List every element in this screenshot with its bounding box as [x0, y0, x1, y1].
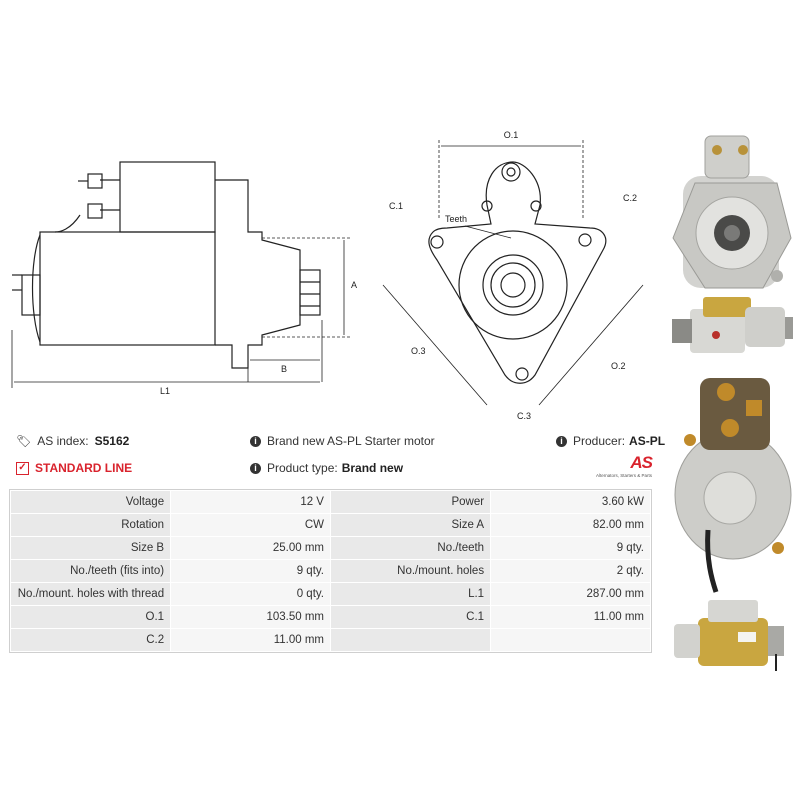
side-view-drawing — [0, 150, 370, 400]
product-type-value: Brand new — [341, 461, 404, 475]
info-icon: i — [250, 436, 261, 447]
spec-label: C.2 — [11, 629, 170, 651]
product-photo-front — [665, 128, 795, 298]
spec-value: 0 qty. — [171, 583, 330, 605]
standard-line-label: STANDARD LINE — [35, 461, 133, 475]
spec-label: L.1 — [331, 583, 490, 605]
spec-value: 12 V — [171, 491, 330, 513]
spec-row — [11, 583, 650, 605]
dim-o1-label: O.1 — [503, 130, 519, 140]
spec-row — [11, 514, 650, 536]
spec-label: No./mount. holes — [331, 560, 490, 582]
spec-value: 103.50 mm — [171, 606, 330, 628]
as-index — [16, 434, 129, 448]
check-icon: ✓ — [16, 462, 29, 475]
teeth-label: Teeth — [445, 214, 468, 224]
spec-value: CW — [171, 514, 330, 536]
dim-o2-label: O.2 — [611, 361, 626, 371]
spec-value: 25.00 mm — [171, 537, 330, 559]
product-photo-side-top — [668, 295, 798, 365]
spec-label: C.1 — [331, 606, 490, 628]
product-type-label: Product type: — [267, 461, 338, 475]
tag-icon: 🏷 — [16, 434, 32, 448]
product-photo-rear — [668, 370, 798, 595]
spec-value: 2 qty. — [491, 560, 650, 582]
spec-row — [11, 491, 650, 513]
spec-label: O.1 — [11, 606, 170, 628]
dim-b-label: B — [280, 364, 288, 374]
spec-value: 11.00 mm — [491, 606, 650, 628]
as-index-value: S5162 — [94, 434, 130, 448]
dim-o3-label: O.3 — [411, 346, 426, 356]
standard-line — [16, 461, 132, 475]
product-photo-side-bottom — [668, 596, 798, 671]
as-index-label: AS index: — [37, 434, 89, 448]
dim-c3-label: C.3 — [517, 411, 532, 421]
specs-table — [9, 489, 652, 653]
dim-c1-label: C.1 — [389, 201, 404, 211]
spec-row — [11, 629, 650, 651]
spec-value: 3.60 kW — [491, 491, 650, 513]
spec-row — [11, 606, 650, 628]
spec-label: Size B — [11, 537, 170, 559]
dim-a-label: A — [351, 280, 358, 290]
spec-label: No./teeth — [331, 537, 490, 559]
dim-c2-label: C.2 — [623, 193, 638, 203]
spec-value: 9 qty. — [491, 537, 650, 559]
spec-row — [11, 537, 650, 559]
info-icon: i — [250, 463, 261, 474]
spec-label: Size A — [331, 514, 490, 536]
spec-label: Rotation — [11, 514, 170, 536]
dim-l1-label: L1 — [159, 386, 171, 396]
front-view-drawing — [375, 120, 665, 425]
spec-value: 9 qty. — [171, 560, 330, 582]
description — [250, 434, 435, 448]
spec-label: No./mount. holes with thread — [11, 583, 170, 605]
spec-label: No./teeth (fits into) — [11, 560, 170, 582]
producer — [556, 434, 665, 448]
spec-label — [331, 629, 490, 651]
description-text: Brand new AS-PL Starter motor — [267, 434, 435, 448]
logo-tagline: Alternators, Starters & Parts — [595, 473, 652, 478]
as-pl-logo — [580, 454, 652, 484]
logo-mark: AS — [630, 453, 652, 472]
producer-value: AS-PL — [629, 434, 666, 448]
info-icon: i — [556, 436, 567, 447]
product-type — [250, 461, 403, 475]
spec-label: Voltage — [11, 491, 170, 513]
spec-label: Power — [331, 491, 490, 513]
spec-value: 287.00 mm — [491, 583, 650, 605]
producer-label: Producer: — [573, 434, 626, 448]
spec-value: 82.00 mm — [491, 514, 650, 536]
spec-row — [11, 560, 650, 582]
spec-value — [491, 629, 650, 651]
spec-value: 11.00 mm — [171, 629, 330, 651]
